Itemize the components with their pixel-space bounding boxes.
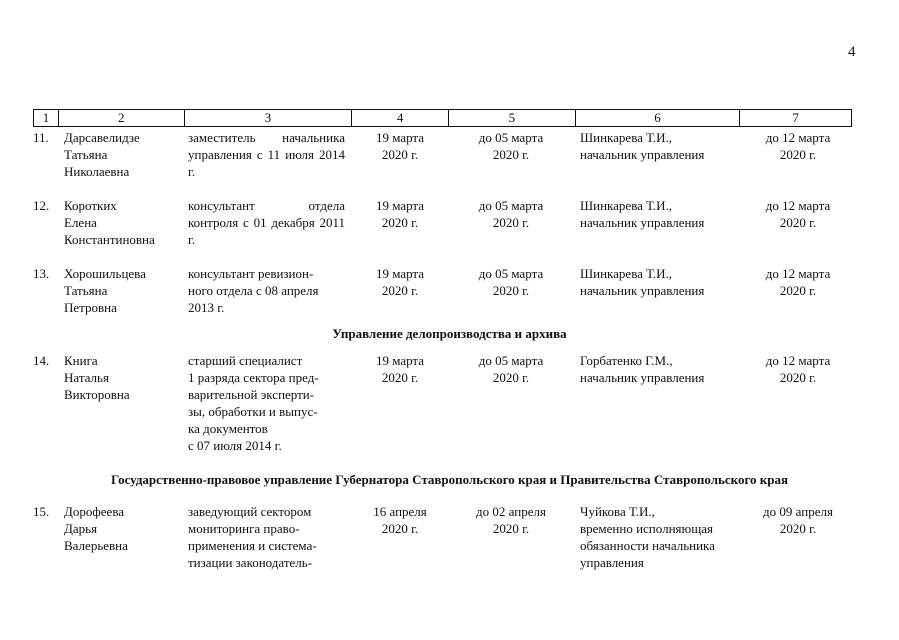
- employee-name: Дарсавелидзе Татьяна Николаевна: [64, 130, 140, 179]
- date-col-5: до 05 марта 2020 г.: [478, 130, 544, 162]
- responsible-person: Шинкарева Т.И., начальник управления: [580, 198, 705, 230]
- date-col-7: до 12 марта 2020 г.: [765, 130, 831, 162]
- employee-position: заведующий сектором мониторинга право- применения и система- тизации законодатель-: [188, 504, 317, 570]
- employee-name: Хорошильцева Татьяна Петровна: [64, 266, 146, 315]
- responsible-person: Шинкарева Т.И., начальник управления: [580, 266, 705, 298]
- date-col-4: 19 марта 2020 г.: [375, 198, 425, 230]
- page-number: 4: [848, 44, 856, 60]
- row-number: 15.: [33, 504, 50, 519]
- responsible-person: Горбатенко Г.М., начальник управления: [580, 353, 705, 385]
- header-col-1: 1: [34, 110, 59, 126]
- row-number: 12.: [33, 198, 50, 213]
- header-col-6: 6: [576, 110, 741, 126]
- date-col-7: до 12 марта 2020 г.: [765, 198, 831, 230]
- header-col-5: 5: [449, 110, 576, 126]
- date-col-4: 19 марта 2020 г.: [375, 353, 425, 385]
- date-col-7: до 12 марта 2020 г.: [765, 266, 831, 298]
- row-number: 11.: [33, 130, 49, 145]
- date-col-5: до 05 марта 2020 г.: [478, 266, 544, 298]
- table-header: [33, 109, 852, 127]
- employee-name: Коротких Елена Константиновна: [64, 198, 155, 247]
- responsible-person: Чуйкова Т.И., временно исполняющая обязанности начальника управления: [580, 504, 715, 570]
- header-col-4: 4: [352, 110, 449, 126]
- header-col-2: 2: [59, 110, 185, 126]
- date-col-5: до 02 апреля 2020 г.: [476, 504, 546, 536]
- section-heading: Государственно-правовое управление Губернатора Ставропольского края и Правительства Ставропольского края: [110, 472, 789, 487]
- date-col-7: до 12 марта 2020 г.: [765, 353, 831, 385]
- row-number: 13.: [33, 266, 50, 281]
- employee-position: старший специалист 1 разряда сектора пред- варительной эксперти- зы, обработки и выпус- ка документов с 07 июля 2014 г.: [188, 353, 319, 453]
- employee-name: Дорофеева Дарья Валерьевна: [64, 504, 128, 553]
- responsible-person: Шинкарева Т.И., начальник управления: [580, 130, 705, 162]
- date-col-4: 19 марта 2020 г.: [375, 130, 425, 162]
- employee-position: заместитель начальника управления с 11 июля 2014 г.: [188, 130, 345, 179]
- date-col-7: до 09 апреля 2020 г.: [763, 504, 833, 536]
- date-col-5: до 05 марта 2020 г.: [478, 353, 544, 385]
- date-col-5: до 05 марта 2020 г.: [478, 198, 544, 230]
- header-col-3: 3: [185, 110, 353, 126]
- row-number: 14.: [33, 353, 50, 368]
- header-col-7: 7: [792, 110, 799, 125]
- employee-name: Книга Наталья Викторовна: [64, 353, 130, 402]
- date-col-4: 16 апреля 2020 г.: [373, 504, 427, 536]
- employee-position: консультант ревизион- ного отдела с 08 апреля 2013 г.: [188, 266, 319, 315]
- employee-position: консультант отдела контроля с 01 декабря 2011 г.: [188, 198, 345, 247]
- date-col-4: 19 марта 2020 г.: [375, 266, 425, 298]
- section-heading: Управление делопроизводства и архива: [332, 326, 567, 341]
